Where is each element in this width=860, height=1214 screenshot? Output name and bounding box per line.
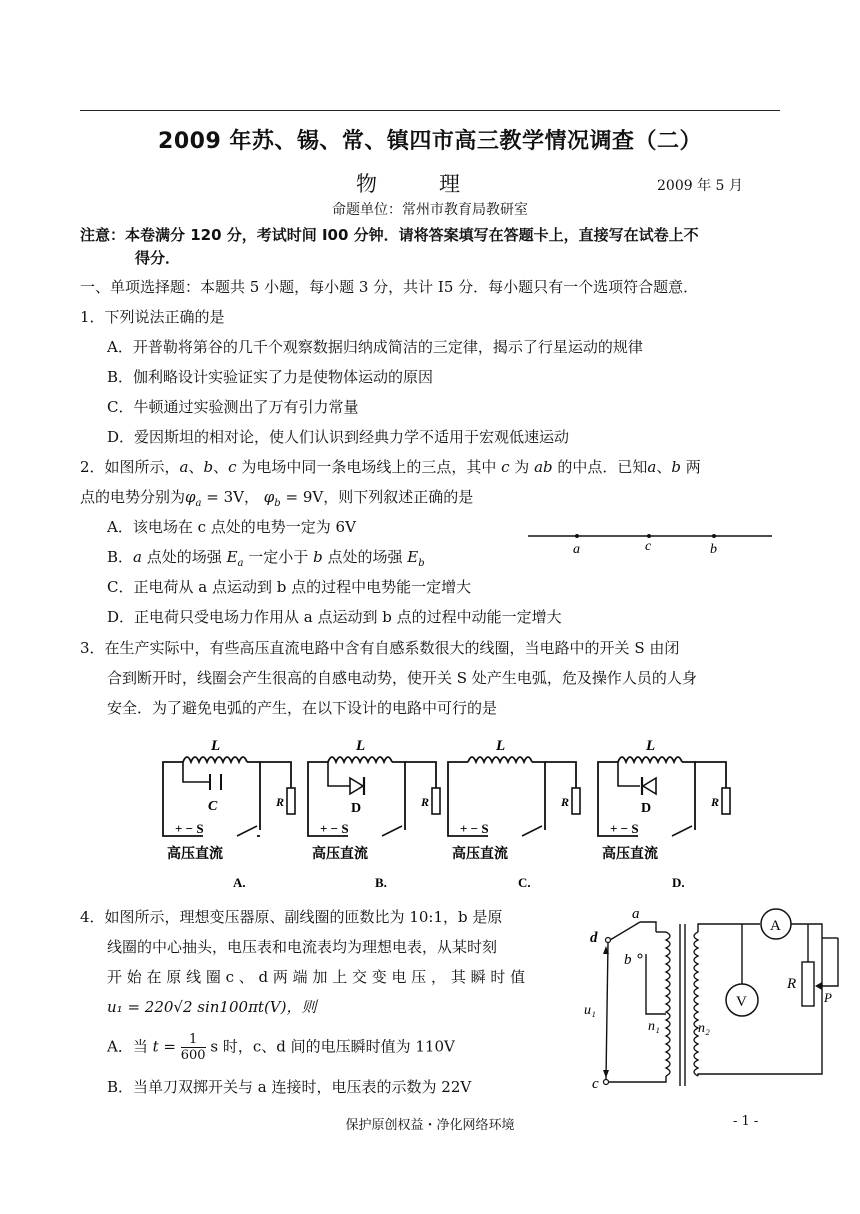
svg-text:L: L	[646, 738, 656, 754]
page-title: 2009 年苏、锡、常、镇四市高三教学情况调查（二）	[158, 129, 702, 154]
q2-field-line-figure	[520, 525, 780, 560]
svg-text:B.: B.	[375, 875, 387, 890]
svg-text:b: b	[624, 952, 632, 968]
label-a: a	[573, 542, 580, 557]
q3-line3: 安全．为了避免电弧的产生，在以下设计的电路中可行的是	[107, 699, 498, 717]
svg-text:R: R	[561, 795, 570, 809]
q4-line1: 4．如图所示，理想变压器原、副线圈的匝数比为 10:1，b 是原	[80, 908, 503, 926]
page-number: - 1 -	[733, 1114, 759, 1129]
svg-text:V: V	[736, 994, 747, 1010]
svg-text:C.: C.	[518, 875, 531, 890]
issuing-unit: 命题单位：常州市教育局教研室	[332, 202, 528, 218]
svg-text:a: a	[632, 906, 640, 922]
section-heading: 一、单项选择题：本题共 5 小题，每小题 3 分，共计 I5 分．每小题只有一个选项符合题意．	[80, 278, 699, 296]
svg-text:d: d	[590, 930, 598, 946]
svg-text:c: c	[592, 1076, 599, 1092]
q3-line2: 合到断开时，线圈会产生很高的自感电动势，使开关 S 处产生电弧，危及操作人员的人身	[107, 669, 697, 687]
svg-text:+ − S: + − S	[175, 821, 204, 836]
q2-option-b: B．a 点处的场强 $E_a$ 一定小于 b 点处的场强 $E_b$	[107, 548, 425, 569]
svg-text:L: L	[356, 738, 366, 754]
q3-circuits-figure	[145, 730, 755, 892]
secondary-coil	[694, 932, 698, 1076]
point-c	[647, 534, 651, 538]
svg-text:高压直流: 高压直流	[452, 847, 508, 862]
label-b: b	[710, 542, 717, 557]
primary-coil	[666, 932, 670, 1076]
q2-option-a: A．该电场在 c 点处的电势一定为 6V	[107, 518, 356, 536]
q4-line2: 线圈的中心抽头，电压表和电流表均为理想电表，从某时刻	[107, 938, 498, 956]
svg-text:+ − S: + − S	[610, 821, 639, 836]
q2-option-d: D．正电荷只受电场力作用从 a 点运动到 b 点的过程中动能一定增大	[107, 608, 562, 626]
header-rule	[80, 110, 780, 111]
notice-line1: 注意：本卷满分 120 分，考试时间 I00 分钟．请将答案填写在答题卡上，直接写在试卷上不	[80, 226, 699, 244]
point-a	[575, 534, 579, 538]
circuit-a	[163, 738, 295, 890]
svg-text:A.: A.	[233, 875, 246, 890]
point-b	[712, 534, 716, 538]
svg-text:R: R	[711, 795, 720, 809]
q4-formula: u₁ = 220√2 sin100πt(V)，则	[107, 998, 317, 1016]
svg-text:高压直流: 高压直流	[167, 847, 223, 862]
svg-text:D: D	[641, 801, 652, 816]
svg-text:L: L	[211, 738, 221, 754]
q1-option-d: D．爱因斯坦的相对论，使人们认识到经典力学不适用于宏观低速运动	[107, 428, 570, 446]
svg-text:+ − S: + − S	[460, 821, 489, 836]
svg-text:高压直流: 高压直流	[312, 847, 368, 862]
switch-blade	[610, 922, 640, 940]
q3-line1: 3．在生产实际中，有些高压直流电路中含有自感系数很大的线圈，当电路中的开关 S 由闭	[80, 639, 680, 657]
svg-text:R: R	[787, 976, 797, 992]
q1-option-b: B．伽利略设计实验证实了力是使物体运动的原因	[107, 368, 434, 386]
svg-text:R: R	[421, 795, 430, 809]
exam-date: 2009 年 5 月	[657, 178, 743, 194]
q4-option-a: A．当 t = $\frac{1}{600}$ s 时，c、d 间的电压瞬时值为 110V	[107, 1032, 455, 1063]
circuit-c	[448, 738, 580, 890]
q2-stem-line2: 点的电势分别为$\varphi_a = 3V$， $\varphi_b = 9V$，则下列叙述正确的是	[80, 488, 474, 509]
subject-name: 物理	[356, 172, 522, 196]
svg-text:A: A	[770, 918, 781, 934]
q1-stem: 1．下列说法正确的是	[80, 308, 225, 326]
svg-text:n₂: n₂	[698, 1021, 710, 1036]
q4-option-b: B．当单刀双掷开关与 a 连接时，电压表的示数为 22V	[107, 1078, 472, 1096]
q1-option-a: A．开普勒将第谷的几千个观察数据归纳成简洁的三定律，揭示了行星运动的规律	[107, 338, 643, 356]
circuit-b	[308, 738, 440, 890]
q2-stem: 2．如图所示，a、b、c 为电场中同一条电场线上的三点，其中 c 为 ab 的中点．已知a、b 两	[80, 458, 701, 476]
svg-text:L: L	[496, 738, 506, 754]
q1-option-c: C．牛顿通过实验测出了万有引力常量	[107, 398, 359, 416]
label-c: c	[645, 539, 652, 554]
notice-line2: 得分．	[135, 249, 181, 267]
svg-text:+ − S: + − S	[320, 821, 349, 836]
circuit-d	[598, 738, 730, 890]
svg-text:n₁: n₁	[648, 1019, 660, 1034]
svg-text:u₁: u₁	[584, 1003, 596, 1018]
svg-text:P: P	[824, 990, 832, 1005]
q4-line3: 开 始 在 原 线 圈 c 、 d 两 端 加 上 交 变 电 压 ， 其 瞬 时 值	[107, 968, 526, 986]
svg-text:D: D	[351, 801, 362, 816]
footer-slogan: 保护原创权益・净化网络环境	[345, 1118, 515, 1133]
svg-text:R: R	[276, 795, 285, 809]
q2-option-c: C．正电荷从 a 点运动到 b 点的过程中电势能一定增大	[107, 578, 472, 596]
svg-text:C: C	[208, 799, 218, 814]
svg-text:高压直流: 高压直流	[602, 847, 658, 862]
rheostat	[802, 962, 814, 1006]
svg-text:D.: D.	[672, 875, 685, 890]
q4-transformer-figure	[582, 902, 847, 1094]
resistor	[287, 788, 295, 814]
